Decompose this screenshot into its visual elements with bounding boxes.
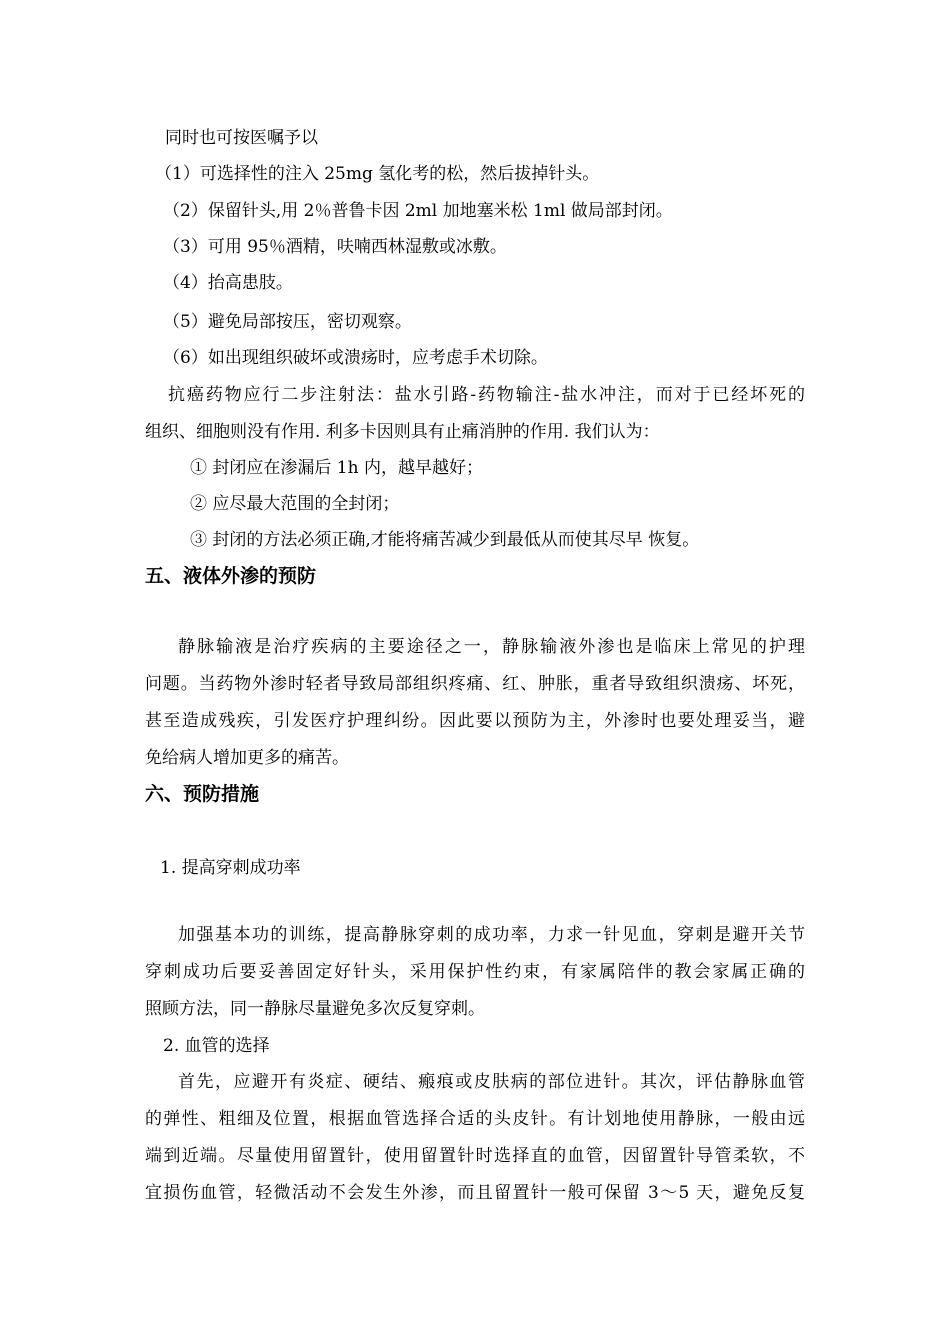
item2-para-line: 端到近端。尽量使用留置针，使用留置针时选择直的血管，因留置针导管柔软，不	[145, 1146, 805, 1166]
anticancer-para-line: 抗癌药物应行二步注射法：盐水引路-药物输注-盐水冲注，而对于已经坏死的	[168, 385, 805, 405]
treatment-item-5: （5）避免局部按压，密切观察。	[163, 312, 412, 332]
intro-text: 同时也可按医嘱予以	[165, 128, 318, 148]
point-item-1: ① 封闭应在渗漏后 1h 内，越早越好；	[190, 458, 483, 478]
item1-para-line: 加强基本功的训练，提高静脉穿刺的成功率，力求一针见血，穿刺是避开关节	[178, 925, 805, 945]
section5-para-line: 静脉输液是治疗疾病的主要途径之一，静脉输液外渗也是临床上常见的护理	[178, 637, 805, 657]
section5-para-line: 甚至造成残疾，引发医疗护理纠纷。因此要以预防为主，外渗时也要处理妥当，避	[145, 711, 805, 731]
item1-para-line: 照顾方法，同一静脉尽量避免多次反复穿刺。	[145, 999, 485, 1019]
section5-para-line: 免给病人增加更多的痛苦。	[145, 748, 349, 768]
section5-para-line: 问题。当药物外渗时轻者导致局部组织疼痛、红、肿胀，重者导致组织溃疡、坏死，	[145, 674, 805, 694]
item1-para-line: 穿刺成功后要妥善固定好针头，采用保护性约束，有家属陪伴的教会家属正确的	[145, 962, 805, 982]
item2-para-line: 的弹性、粗细及位置，根据血管选择合适的头皮针。有计划地使用静脉，一般由远	[145, 1109, 805, 1129]
treatment-item-4: （4）抬高患肢。	[163, 273, 293, 293]
treatment-item-6: （6）如出现组织破坏或溃疡时，应考虑手术切除。	[163, 348, 548, 368]
section5-heading: 五、液体外渗的预防	[145, 565, 317, 587]
item2-para-line: 宜损伤血管，轻微活动不会发生外渗，而且留置针一般可保留 3～5 天，避免反复	[145, 1183, 805, 1203]
treatment-item-3: （3）可用 95％酒精，呋喃西林湿敷或冰敷。	[163, 237, 507, 257]
point-item-3: ③ 封闭的方法必须正确,才能将痛苦减少到最低从而使其尽早 恢复。	[190, 530, 700, 550]
item2-title: 2. 血管的选择	[163, 1036, 270, 1056]
section6-heading: 六、预防措施	[145, 783, 260, 805]
treatment-item-2: （2）保留针头,用 2％普鲁卡因 2ml 加地塞米松 1ml 做局部封闭。	[163, 201, 673, 221]
item1-title: 1. 提高穿刺成功率	[160, 858, 301, 878]
point-item-2: ② 应尽最大范围的全封闭；	[190, 494, 400, 514]
treatment-item-1: （1）可选择性的注入 25mg 氢化考的松，然后拔掉针头。	[155, 164, 600, 184]
item2-para-line: 首先，应避开有炎症、硬结、瘢痕或皮肤病的部位进针。其次，评估静脉血管	[178, 1072, 805, 1092]
anticancer-para-line: 组织、细胞则没有作用. 利多卡因则具有止痛消肿的作用. 我们认为：	[145, 422, 660, 442]
